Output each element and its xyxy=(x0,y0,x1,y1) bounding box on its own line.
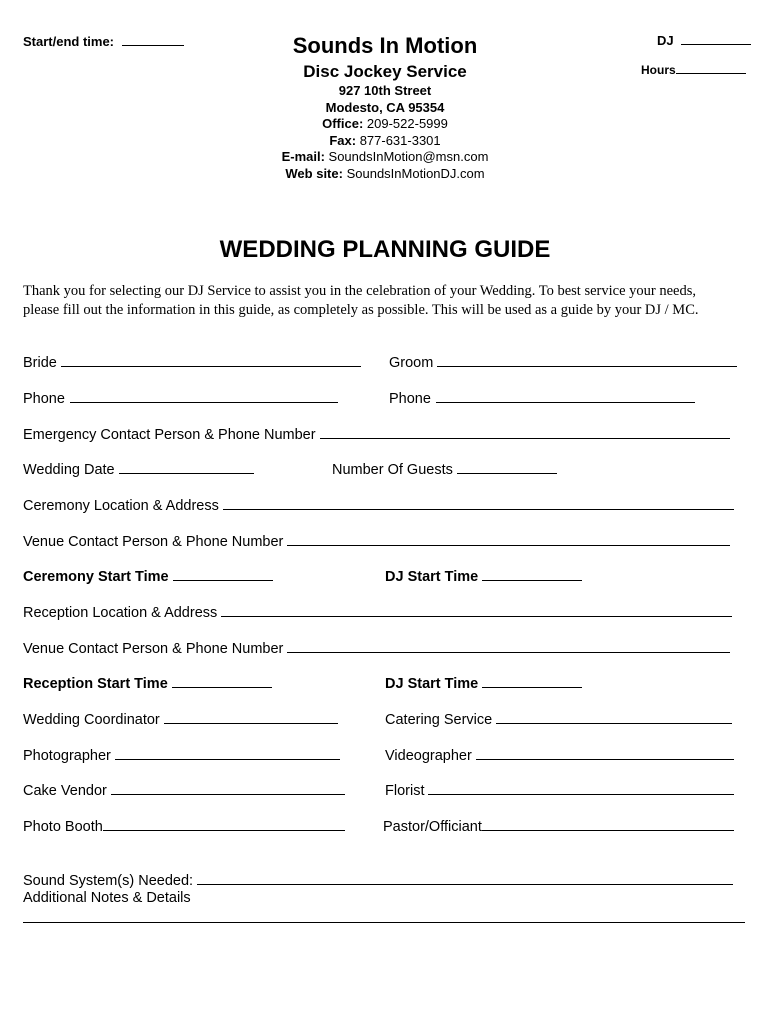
guests-field xyxy=(332,461,557,478)
dj-start-1-input-line[interactable] xyxy=(482,568,582,581)
emergency-label: Emergency Contact Person & Phone Number xyxy=(23,427,316,443)
photographer-label: Photographer xyxy=(23,748,111,764)
company-street: 927 10th Street xyxy=(338,83,432,98)
start-end-time-field xyxy=(23,34,184,49)
web-label: Web site: xyxy=(285,165,343,181)
reception-location-input-line[interactable] xyxy=(221,604,732,617)
company-city: Modesto, CA 95354 xyxy=(325,99,445,115)
notes-field xyxy=(23,890,191,906)
cake-input-line[interactable] xyxy=(111,782,345,795)
office-label: Office: xyxy=(322,116,364,131)
hours-label: Hours xyxy=(641,63,676,77)
emergency-input-line[interactable] xyxy=(320,426,730,439)
fax-label: Fax: xyxy=(329,132,357,148)
reception-start-field xyxy=(23,675,272,692)
sound-system-input-line[interactable] xyxy=(197,872,733,885)
photobooth-input-line[interactable] xyxy=(103,818,345,831)
venue-contact-1-field xyxy=(23,533,730,550)
company-email xyxy=(210,149,560,166)
company-block xyxy=(210,33,560,182)
catering-input-line[interactable] xyxy=(496,711,732,724)
florist-label: Florist xyxy=(385,783,425,799)
venue-contact-1-input-line[interactable] xyxy=(287,533,730,546)
catering-label: Catering Service xyxy=(385,712,493,728)
intro-line-1: Thank you for selecting our DJ Service to assist you in the celebration of your Wedding. To best service your needs, xyxy=(23,283,696,299)
phone-left-field xyxy=(23,390,338,407)
hours-input-line[interactable] xyxy=(676,72,746,74)
florist-input-line[interactable] xyxy=(428,782,734,795)
phone-right-field xyxy=(389,390,695,407)
fax-value: 877-631-3301 xyxy=(359,132,441,148)
venue-contact-2-input-line[interactable] xyxy=(287,640,730,653)
phone-right-input-line[interactable] xyxy=(436,390,695,403)
bride-field xyxy=(23,354,361,371)
videographer-label: Videographer xyxy=(385,748,472,764)
dj-field xyxy=(657,33,751,48)
company-office xyxy=(210,116,560,133)
company-fax xyxy=(210,133,560,150)
phone-left-label: Phone xyxy=(23,391,65,407)
notes-label: Additional Notes & Details xyxy=(23,890,191,906)
reception-start-input-line[interactable] xyxy=(172,675,272,688)
ceremony-location-label: Ceremony Location & Address xyxy=(23,498,219,514)
photographer-field xyxy=(23,747,340,764)
sound-system-label: Sound System(s) Needed: xyxy=(23,873,194,889)
office-value: 209-522-5999 xyxy=(366,116,448,131)
florist-field xyxy=(385,782,734,799)
wedding-date-field xyxy=(23,461,254,478)
company-service: Disc Jockey Service xyxy=(303,62,467,81)
email-value: SoundsInMotion@msn.com xyxy=(328,149,489,164)
reception-location-label: Reception Location & Address xyxy=(23,605,218,621)
videographer-input-line[interactable] xyxy=(476,747,734,760)
photobooth-field xyxy=(23,818,345,835)
coordinator-field xyxy=(23,711,338,728)
groom-input-line[interactable] xyxy=(437,354,737,367)
reception-start-label: Reception Start Time xyxy=(23,676,168,692)
guests-label: Number Of Guests xyxy=(332,462,453,478)
dj-label: DJ xyxy=(657,33,674,48)
dj-input-line[interactable] xyxy=(681,43,751,45)
coordinator-input-line[interactable] xyxy=(164,711,338,724)
notes-input-line[interactable] xyxy=(23,921,745,923)
coordinator-label: Wedding Coordinator xyxy=(23,712,160,728)
start-end-time-label: Start/end time: xyxy=(23,34,115,49)
dj-start-2-label: DJ Start Time xyxy=(385,676,479,692)
hours-field xyxy=(641,63,746,77)
catering-field xyxy=(385,711,732,728)
cake-field xyxy=(23,782,345,799)
reception-location-field xyxy=(23,604,732,621)
bride-label: Bride xyxy=(23,355,57,371)
sound-system-field xyxy=(23,872,733,889)
phone-left-input-line[interactable] xyxy=(70,390,338,403)
venue-contact-2-field xyxy=(23,640,730,657)
emergency-field xyxy=(23,426,730,443)
groom-label: Groom xyxy=(389,355,434,371)
dj-start-1-label: DJ Start Time xyxy=(385,569,479,585)
photobooth-label: Photo Booth xyxy=(23,819,103,835)
venue-contact-2-label: Venue Contact Person & Phone Number xyxy=(23,641,284,657)
start-end-time-input-line[interactable] xyxy=(122,44,184,46)
phone-right-label: Phone xyxy=(389,391,431,407)
guests-input-line[interactable] xyxy=(457,461,557,474)
dj-start-2-field xyxy=(385,675,582,692)
ceremony-location-field xyxy=(23,497,734,514)
wedding-date-input-line[interactable] xyxy=(119,461,254,474)
bride-input-line[interactable] xyxy=(61,354,361,367)
ceremony-start-label: Ceremony Start Time xyxy=(23,569,169,585)
intro-line-2: please fill out the information in this guide, as completely as possible. This will be used as a guide by your DJ / MC. xyxy=(23,302,699,318)
pastor-input-line[interactable] xyxy=(482,818,734,831)
web-value: SoundsInMotionDJ.com xyxy=(346,165,485,181)
ceremony-start-field xyxy=(23,568,273,585)
intro-paragraph xyxy=(23,282,748,320)
cake-label: Cake Vendor xyxy=(23,783,107,799)
company-website xyxy=(210,166,560,183)
dj-start-1-field xyxy=(385,568,582,585)
pastor-label: Pastor/Officiant xyxy=(383,819,482,835)
photographer-input-line[interactable] xyxy=(115,747,340,760)
groom-field xyxy=(389,354,737,371)
pastor-field xyxy=(383,818,734,835)
ceremony-start-input-line[interactable] xyxy=(173,568,273,581)
ceremony-location-input-line[interactable] xyxy=(223,497,734,510)
dj-start-2-input-line[interactable] xyxy=(482,675,582,688)
wedding-date-label: Wedding Date xyxy=(23,462,115,478)
venue-contact-1-label: Venue Contact Person & Phone Number xyxy=(23,534,284,550)
company-name: Sounds In Motion xyxy=(292,33,478,58)
email-label: E-mail: xyxy=(281,149,325,164)
videographer-field xyxy=(385,747,734,764)
page-title: WEDDING PLANNING GUIDE xyxy=(219,236,551,263)
